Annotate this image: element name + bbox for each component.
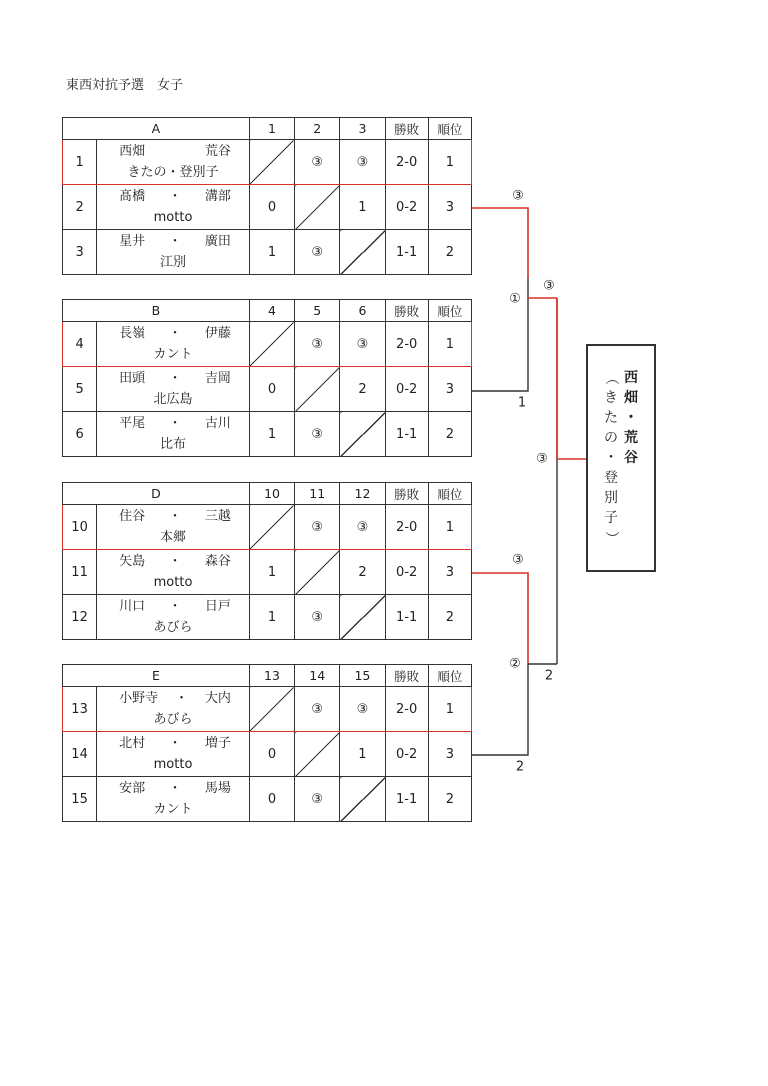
rank: 2 — [428, 777, 471, 822]
group-name: D — [63, 483, 250, 505]
champion-name-char: 畑 — [624, 390, 638, 406]
player1: 髙橋 — [119, 189, 146, 204]
col-header: 13 — [249, 665, 294, 687]
score-cell: 1 — [340, 732, 385, 777]
score-cell: ③ — [295, 777, 340, 822]
win-loss: 1-1 — [385, 777, 428, 822]
champion-club-char: き — [604, 390, 618, 406]
club-name: カント — [153, 802, 193, 817]
separator: ・ — [168, 234, 182, 249]
player1: 平尾 — [119, 416, 146, 431]
pair-number: 15 — [63, 777, 97, 822]
semi2-match-no: ② — [509, 656, 521, 672]
champion-name-char: 西 — [624, 370, 638, 386]
semi1-top-score: ③ — [512, 188, 524, 204]
score-cell: ③ — [295, 687, 340, 732]
win-loss: 0-2 — [385, 367, 428, 412]
score-cell: ③ — [295, 322, 340, 367]
score-cell: 2 — [340, 550, 385, 595]
club-name: きたの・登別子 — [127, 165, 219, 180]
separator: ・ — [168, 416, 182, 431]
champion-club-char: 別 — [604, 490, 618, 506]
col-header: 5 — [295, 300, 340, 322]
rank: 3 — [428, 185, 471, 230]
final-top-score: ③ — [543, 278, 555, 294]
separator: ・ — [168, 189, 182, 204]
separator: ・ — [168, 371, 182, 386]
bracket-line-a — [472, 208, 528, 278]
col-header: 15 — [340, 665, 385, 687]
player2: 日戸 — [204, 599, 231, 614]
club-name: motto — [153, 210, 193, 225]
win-loss: 2-0 — [385, 322, 428, 367]
rank-header: 順位 — [428, 483, 471, 505]
score-cell: ③ — [340, 140, 385, 185]
club-name: 北広島 — [153, 392, 193, 407]
player2: 馬場 — [204, 781, 231, 796]
separator: ・ — [168, 599, 182, 614]
separator: ・ — [168, 326, 182, 341]
player1: 小野寺 — [119, 691, 159, 706]
player1: 北村 — [119, 736, 146, 751]
col-header: 6 — [340, 300, 385, 322]
pair-number: 5 — [63, 367, 97, 412]
champion-club-char: ・ — [604, 450, 618, 466]
score-cell: 1 — [249, 550, 294, 595]
champion-name-char: ・ — [624, 410, 638, 426]
club-name: motto — [153, 575, 193, 590]
score-cell: 0 — [249, 185, 294, 230]
player1: 安部 — [119, 781, 146, 796]
pair-number: 3 — [63, 230, 97, 275]
club-name: 比布 — [160, 437, 187, 452]
score-cell: 1 — [340, 185, 385, 230]
col-header: 3 — [340, 118, 385, 140]
player2: 廣田 — [204, 234, 231, 249]
wl-header: 勝敗 — [385, 665, 428, 687]
rank: 1 — [428, 687, 471, 732]
champion-box — [586, 344, 656, 572]
win-loss: 2-0 — [385, 505, 428, 550]
player1: 矢島 — [119, 554, 146, 569]
rank-header: 順位 — [428, 118, 471, 140]
pair-number: 10 — [63, 505, 97, 550]
pair-number: 11 — [63, 550, 97, 595]
col-header: 10 — [249, 483, 294, 505]
pair-number: 6 — [63, 412, 97, 457]
rank-header: 順位 — [428, 300, 471, 322]
pair-number: 4 — [63, 322, 97, 367]
win-loss: 2-0 — [385, 687, 428, 732]
rank: 3 — [428, 550, 471, 595]
score-cell: ③ — [295, 412, 340, 457]
separator: ・ — [168, 554, 182, 569]
champion-names — [624, 368, 638, 548]
champion-club-char: 子 — [604, 510, 618, 526]
score-cell: 1 — [249, 230, 294, 275]
semi1-match-no: ① — [509, 291, 521, 307]
club-name: カント — [153, 347, 193, 362]
champion-name-char: 荒 — [624, 430, 638, 446]
player1: 田頭 — [119, 371, 146, 386]
win-loss: 1-1 — [385, 230, 428, 275]
bracket-line-d — [472, 573, 528, 664]
pair-number: 13 — [63, 687, 97, 732]
champion-club-char: 登 — [604, 470, 618, 486]
player2: 伊藤 — [204, 326, 231, 341]
player2: 溝部 — [204, 189, 231, 204]
rank: 2 — [428, 230, 471, 275]
club-name: あびら — [153, 712, 193, 727]
rank: 1 — [428, 322, 471, 367]
rank: 2 — [428, 412, 471, 457]
score-cell: 0 — [249, 367, 294, 412]
separator: ・ — [175, 691, 189, 706]
player1: 西畑 — [119, 144, 146, 159]
score-cell: 1 — [249, 595, 294, 640]
champion-name-char: 谷 — [624, 450, 638, 466]
rank: 3 — [428, 367, 471, 412]
rank-header: 順位 — [428, 665, 471, 687]
champion-club-char: ） — [603, 531, 619, 545]
score-cell: 0 — [249, 732, 294, 777]
wl-header: 勝敗 — [385, 118, 428, 140]
club-name: あびら — [153, 620, 193, 635]
champion-club — [604, 368, 618, 548]
rank: 1 — [428, 505, 471, 550]
player1: 長嶺 — [119, 326, 146, 341]
club-name: 本郷 — [160, 530, 187, 545]
score-cell: ③ — [340, 687, 385, 732]
win-loss: 2-0 — [385, 140, 428, 185]
player1: 川口 — [119, 599, 146, 614]
win-loss: 1-1 — [385, 412, 428, 457]
win-loss: 0-2 — [385, 550, 428, 595]
champion-club-char: た — [604, 410, 618, 426]
pair-number: 14 — [63, 732, 97, 777]
pair-number: 12 — [63, 595, 97, 640]
rank: 3 — [428, 732, 471, 777]
semi2-top-score: ③ — [512, 552, 524, 568]
semi1-bottom-score: 1 — [517, 395, 527, 411]
rank: 1 — [428, 140, 471, 185]
rank: 2 — [428, 595, 471, 640]
champion-club-char: （ — [603, 371, 619, 385]
win-loss: 0-2 — [385, 732, 428, 777]
col-header: 1 — [249, 118, 294, 140]
win-loss: 1-1 — [385, 595, 428, 640]
score-cell: ③ — [295, 230, 340, 275]
pair-number: 2 — [63, 185, 97, 230]
win-loss: 0-2 — [385, 185, 428, 230]
player2: 大内 — [204, 691, 231, 706]
wl-header: 勝敗 — [385, 300, 428, 322]
semi2-bottom-score: 2 — [515, 759, 525, 775]
score-cell: ③ — [295, 595, 340, 640]
col-header: 2 — [295, 118, 340, 140]
score-cell: ③ — [340, 322, 385, 367]
group-name: E — [63, 665, 250, 687]
score-cell: ③ — [340, 505, 385, 550]
player2: 荒谷 — [204, 144, 231, 159]
player2: 吉岡 — [204, 371, 231, 386]
player1: 星井 — [119, 234, 146, 249]
score-cell: 0 — [249, 777, 294, 822]
club-name: motto — [153, 757, 193, 772]
group-name: B — [63, 300, 250, 322]
col-header: 14 — [295, 665, 340, 687]
score-cell: ③ — [295, 140, 340, 185]
wl-header: 勝敗 — [385, 483, 428, 505]
col-header: 11 — [295, 483, 340, 505]
separator: ・ — [168, 781, 182, 796]
bracket-line-e — [472, 664, 528, 755]
group-name: A — [63, 118, 250, 140]
pair-number: 1 — [63, 140, 97, 185]
separator: ・ — [168, 736, 182, 751]
final-bottom-score: 2 — [544, 668, 554, 684]
club-name: 江別 — [160, 255, 187, 270]
player2: 森谷 — [204, 554, 231, 569]
player2: 三越 — [204, 509, 231, 524]
player2: 古川 — [204, 416, 231, 431]
final-match-score: ③ — [536, 451, 548, 467]
col-header: 4 — [249, 300, 294, 322]
score-cell: 1 — [249, 412, 294, 457]
page-title: 東西対抗予選 女子 — [66, 78, 184, 93]
player1: 住谷 — [119, 509, 146, 524]
player2: 増子 — [204, 736, 231, 751]
score-cell: ③ — [295, 505, 340, 550]
col-header: 12 — [340, 483, 385, 505]
separator: ・ — [168, 509, 182, 524]
champion-club-char: の — [604, 430, 618, 446]
score-cell: 2 — [340, 367, 385, 412]
